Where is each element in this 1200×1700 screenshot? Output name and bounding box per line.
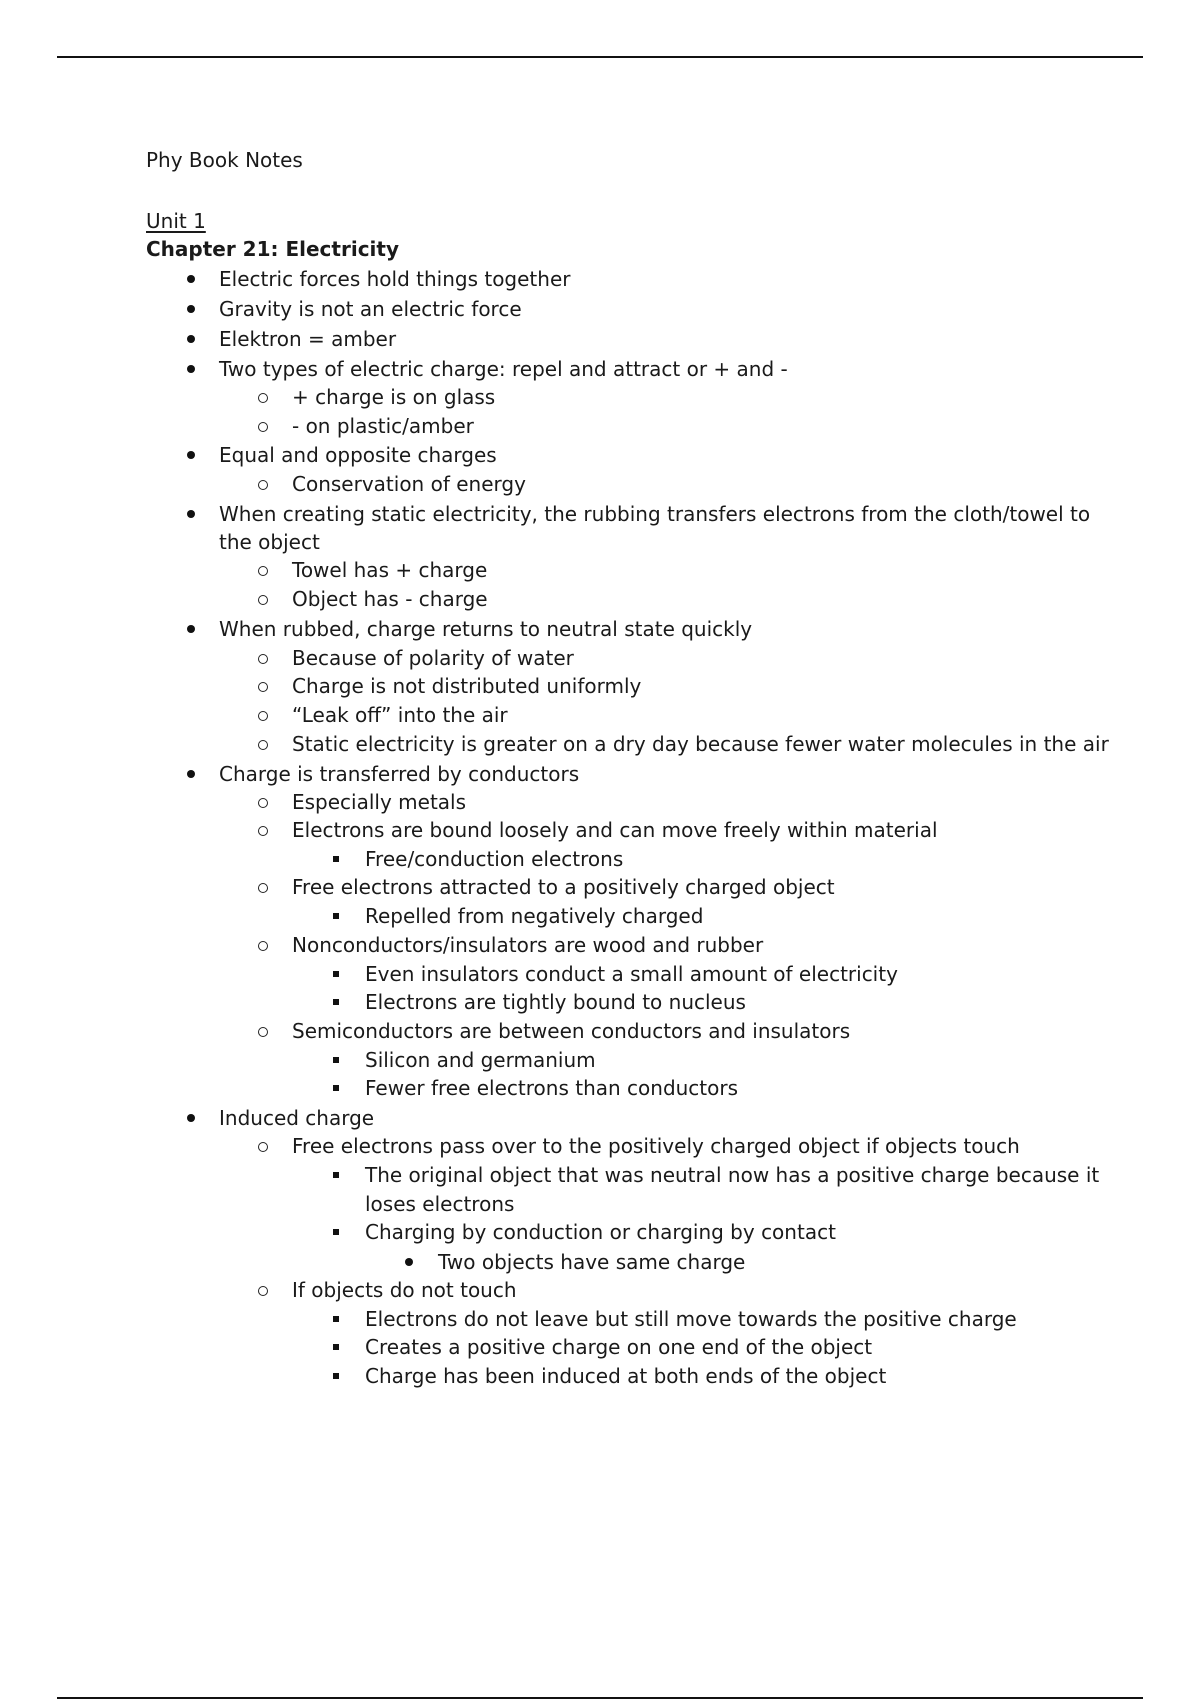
list-item: - on plastic/amber (292, 414, 474, 438)
list-item: Electrons do not leave but still move towards the positive charge (365, 1307, 1017, 1331)
list-item: “Leak off” into the air (292, 703, 508, 727)
chapter-heading: Chapter 21: Electricity (146, 237, 399, 261)
list-item: Charge is not distributed uniformly (292, 674, 642, 698)
document-title: Phy Book Notes (146, 148, 303, 172)
bullet-icon (181, 266, 201, 292)
circle-bullet-icon (253, 673, 273, 699)
bullet-icon (181, 1105, 201, 1131)
list-item: Because of polarity of water (292, 646, 574, 670)
circle-bullet-icon (253, 932, 273, 958)
list-item: Free electrons pass over to the positively charged object if objects touch (292, 1134, 1020, 1158)
list-item: The original object that was neutral now has a positive charge because it (365, 1163, 1100, 1187)
top-rule (57, 56, 1143, 58)
list-item: Equal and opposite charges (219, 443, 497, 467)
square-bullet-icon (326, 1363, 346, 1389)
square-bullet-icon (326, 846, 346, 872)
list-item: Two types of electric charge: repel and attract or + and - (219, 357, 788, 381)
circle-bullet-icon (253, 557, 273, 583)
list-item: Creates a positive charge on one end of the object (365, 1335, 873, 1359)
list-item: Especially metals (292, 790, 467, 814)
list-item: Silicon and germanium (365, 1048, 596, 1072)
circle-bullet-icon (253, 645, 273, 671)
list-item: Charging by conduction or charging by contact (365, 1220, 836, 1244)
list-item: Fewer free electrons than conductors (365, 1076, 739, 1100)
bullet-icon (399, 1249, 419, 1275)
bullet-icon (181, 356, 201, 382)
circle-bullet-icon (253, 384, 273, 410)
list-item: + charge is on glass (292, 385, 496, 409)
circle-bullet-icon (253, 874, 273, 900)
list-item: Even insulators conduct a small amount of electricity (365, 962, 898, 986)
list-item: Semiconductors are between conductors and insulators (292, 1019, 851, 1043)
list-item: Electrons are tightly bound to nucleus (365, 990, 746, 1014)
list-item: Static electricity is greater on a dry day because fewer water molecules in the air (292, 732, 1109, 756)
circle-bullet-icon (253, 702, 273, 728)
bullet-icon (181, 761, 201, 787)
unit-label: Unit 1 (146, 209, 206, 233)
square-bullet-icon (326, 989, 346, 1015)
list-item: Gravity is not an electric force (219, 297, 522, 321)
circle-bullet-icon (253, 413, 273, 439)
bullet-icon (181, 442, 201, 468)
square-bullet-icon (326, 1219, 346, 1245)
bullet-icon (181, 326, 201, 352)
list-item: When rubbed, charge returns to neutral state quickly (219, 617, 753, 641)
list-item: loses electrons (365, 1192, 515, 1216)
list-item: Charge has been induced at both ends of the object (365, 1364, 887, 1388)
circle-bullet-icon (253, 586, 273, 612)
square-bullet-icon (326, 1306, 346, 1332)
list-item: Charge is transferred by conductors (219, 762, 580, 786)
circle-bullet-icon (253, 471, 273, 497)
list-item: If objects do not touch (292, 1278, 517, 1302)
circle-bullet-icon (253, 1277, 273, 1303)
circle-bullet-icon (253, 789, 273, 815)
circle-bullet-icon (253, 1018, 273, 1044)
square-bullet-icon (326, 961, 346, 987)
square-bullet-icon (326, 903, 346, 929)
list-item: Nonconductors/insulators are wood and rubber (292, 933, 764, 957)
square-bullet-icon (326, 1334, 346, 1360)
circle-bullet-icon (253, 817, 273, 843)
bottom-rule (57, 1697, 1143, 1699)
bullet-icon (181, 296, 201, 322)
square-bullet-icon (326, 1162, 346, 1188)
list-item: Induced charge (219, 1106, 375, 1130)
bullet-icon (181, 616, 201, 642)
square-bullet-icon (326, 1075, 346, 1101)
circle-bullet-icon (253, 731, 273, 757)
list-item: Repelled from negatively charged (365, 904, 704, 928)
list-item: Free/conduction electrons (365, 847, 624, 871)
bullet-icon (181, 501, 201, 527)
list-item: When creating static electricity, the rubbing transfers electrons from the cloth/towel to (219, 502, 1091, 526)
list-item: Electric forces hold things together (219, 267, 571, 291)
list-item: the object (219, 530, 320, 554)
list-item: Towel has + charge (292, 558, 488, 582)
list-item: Conservation of energy (292, 472, 526, 496)
circle-bullet-icon (253, 1133, 273, 1159)
list-item: Elektron = amber (219, 327, 397, 351)
square-bullet-icon (326, 1047, 346, 1073)
list-item: Two objects have same charge (438, 1250, 746, 1274)
list-item: Free electrons attracted to a positively charged object (292, 875, 835, 899)
list-item: Electrons are bound loosely and can move freely within material (292, 818, 938, 842)
list-item: Object has - charge (292, 587, 488, 611)
